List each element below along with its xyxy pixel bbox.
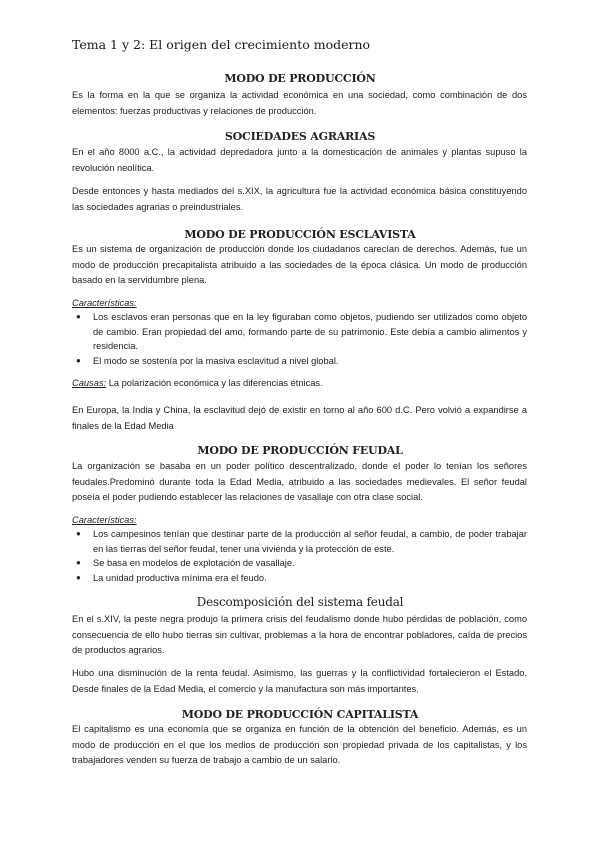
document-title: Tema 1 y 2: El origen del crecimiento moderno — [72, 37, 371, 52]
paragraph: Hubo una disminución de la renta feudal. Asimismo, las guerras y la conflictividad fortalecieron el Estado. Desde finales de la Edad Media, el comercio y la manufactura son más importantes. — [72, 668, 527, 694]
section-heading-modo-produccion: MODO DE PRODUCCIÓN — [224, 72, 376, 85]
section-heading-esclavista: MODO DE PRODUCCIÓN ESCLAVISTA — [184, 228, 416, 241]
list-item-text: Se basa en modelos de explotación de vasallaje. — [93, 558, 295, 568]
features-label: Características: — [72, 515, 137, 525]
features-list — [72, 310, 527, 368]
paragraph: En Europa, la India y China, la esclavitud dejó de existir en torno al año 600 d.C. Pero volvió a expandirse a finales de la Edad Media — [72, 405, 527, 431]
list-item — [72, 556, 527, 571]
features-list — [72, 527, 527, 585]
paragraph: En el s.XIV, la peste negra produjo la primera crisis del feudalismo donde hubo pérdidas de población, como consecuencia de ello hubo tierras sin cultivar, problemas a la hora de encontrar pobladores, caída de precios de productos agrarios. — [72, 614, 527, 655]
causes-text: La polarización económica y las diferencias étnicas. — [106, 378, 323, 388]
list-item — [72, 571, 527, 586]
paragraph: El capitalismo es una economía que se organiza en función de la obtención del beneficio. Además, es un modo de producción en el que los medios de producción son propiedad privada de los capitalistas, y los trabajadores venden su fuerza de trabajo a cambio de un salario. — [72, 724, 527, 765]
features-label: Características: — [72, 298, 137, 308]
causes-label: Causas: — [72, 378, 107, 388]
list-item — [72, 527, 527, 556]
bullet-icon: ● — [76, 572, 81, 582]
paragraph: Es la forma en la que se organiza la actividad económica en una sociedad, como combinación de dos elementos: fuerzas productivas y relaciones de producción. — [72, 90, 527, 116]
bullet-icon: ● — [76, 558, 81, 567]
section-heading-feudal: MODO DE PRODUCCIÓN FEUDAL — [197, 444, 403, 457]
paragraph: La organización se basaba en un poder político descentralizado, donde el poder lo tenían los señores feudales.Predominó durante toda la Edad Media, atribuido a las sociedades medievales. El señor feudal poseía el poder pudiendo establecer las relaciones de vasallaje con otra clase social. — [72, 461, 527, 502]
causes-line — [72, 376, 527, 392]
section-heading-sociedades-agrarias: SOCIEDADES AGRARIAS — [224, 130, 376, 143]
list-item-text: Los campesinos tenían que destinar parte de la producción al señor feudal, a cambio, de poder trabajar en las tierras del señor feudal, tener una vivienda y la protección de este. — [93, 529, 527, 554]
section-heading-capitalista: MODO DE PRODUCCIÓN CAPITALISTA — [181, 708, 419, 721]
list-item-text: La unidad productiva mínima era el feudo. — [93, 572, 267, 583]
bullet-icon: ● — [76, 529, 81, 538]
list-item-text: El modo se sostenía por la masiva esclavitud a nivel global. — [93, 355, 339, 366]
paragraph: Es un sistema de organización de producción donde los ciudadanos carecían de derechos. Además, fue un modo de producción precapitalista atribuido a las sociedades de la época clásica. Un modo de producción basado en la servidumbre plena. — [72, 244, 527, 285]
list-item — [72, 354, 527, 369]
list-item — [72, 310, 527, 354]
section-heading-descomposicion: Descomposición del sistema feudal — [196, 595, 404, 609]
list-item-text: Los esclavos eran personas que en la ley figuraban como objetos, pudiendo ser utilizados como objeto de cambio. Eran propiedad del amo, formando parte de su patrimonio. Este debía a cambio alimentos y residencia. — [93, 312, 527, 351]
bullet-icon: ● — [76, 312, 81, 321]
paragraph: Desde entonces y hasta mediados del s.XIX, la agricultura fue la actividad económica básica constituyendo las sociedades agrarias o preindustriales. — [72, 186, 527, 212]
paragraph: En el año 8000 a.C., la actividad depredadora junto a la domesticación de animales y plantas supuso la revolución neolítica. — [72, 147, 527, 173]
bullet-icon: ● — [76, 355, 81, 365]
